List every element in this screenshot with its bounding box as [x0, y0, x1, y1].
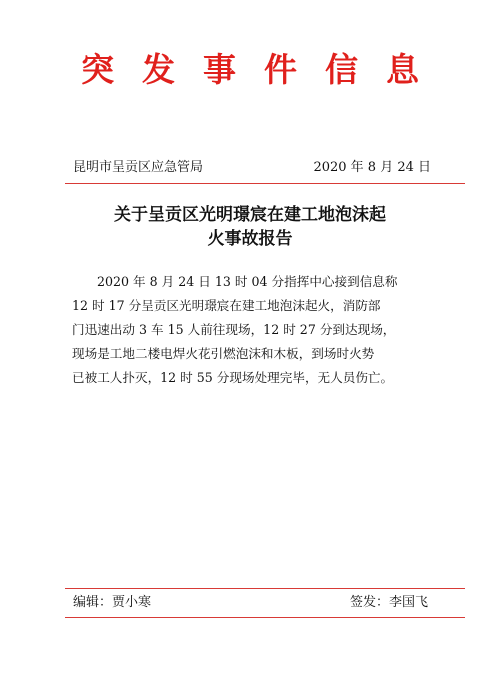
body-line: 已被工人扑灭，12 时 55 分现场处理完毕，无人员伤亡。: [72, 370, 394, 385]
body-line: 门迅速出动 3 车 15 人前往现场，12 时 27 分到达现场，: [72, 322, 396, 337]
body-line: 现场是工地二楼电焊火花引燃泡沫和木板，到场时火势: [72, 346, 375, 361]
footer-bottom-rule: [65, 617, 465, 618]
footer-top-rule: [65, 588, 465, 589]
report-title-line-1: 关于呈贡区光明璟宸在建工地泡沫起: [114, 205, 386, 225]
body-line: 2020 年 8 月 24 日 13 时 04 分指挥中心接到信息称: [97, 274, 398, 289]
issued-by-label: 签发：李国飞: [349, 595, 428, 610]
masthead-title: 突发事件信息: [81, 50, 447, 89]
body-line: 12 时 17 分呈贡区光明璟宸在建工地泡沫起火，消防部: [72, 298, 381, 313]
issuer-name: 昆明市呈贡区应急管局: [73, 160, 204, 175]
report-title-line-2: 火事故报告: [207, 229, 293, 249]
report-title: [60, 203, 440, 251]
editor-label: 编辑：贾小寒: [73, 595, 152, 610]
header-rule: [65, 183, 465, 184]
report-body: [72, 270, 432, 390]
issue-date: 2020 年 8 月 24 日: [313, 160, 431, 175]
